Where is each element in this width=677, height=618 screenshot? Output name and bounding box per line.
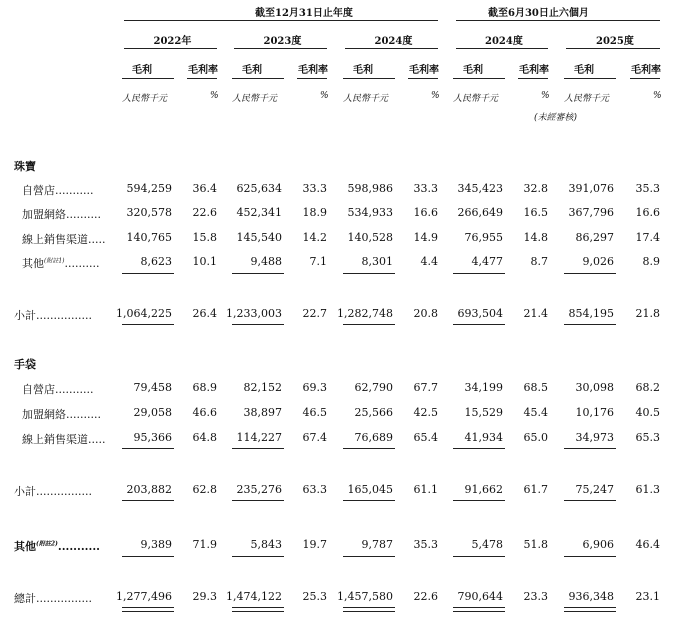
- row-label-text: 自營店: [22, 383, 55, 396]
- section-title: 手袋: [14, 358, 36, 371]
- subtotal-row-margin: 61.3: [635, 483, 660, 496]
- subtotal-rule: [343, 324, 395, 325]
- table-row-margin: 7.1: [309, 255, 327, 268]
- table-row-amount: 29,058: [133, 406, 172, 419]
- subtotal-rule: [564, 448, 616, 449]
- row-label-text: 總計: [14, 592, 36, 605]
- period-full-year: 截至12月31日止年度: [255, 8, 353, 19]
- table-row-margin: 33.3: [413, 182, 438, 195]
- col-margin: 毛利率: [409, 65, 439, 76]
- row-label-text: 小計: [14, 485, 36, 498]
- total-row-label: [14, 590, 92, 606]
- table-row-amount: 8,623: [140, 255, 172, 268]
- others-row-amount: 9,787: [361, 538, 393, 551]
- table-row-amount: 41,934: [464, 431, 503, 444]
- subtotal-rule: [564, 324, 616, 325]
- unit-amount: 人民幣千元: [564, 94, 610, 104]
- col-rule: [187, 78, 217, 79]
- total-row-margin: 22.6: [413, 590, 438, 603]
- table-row-amount: 86,297: [575, 231, 614, 244]
- table-row-margin: 65.3: [635, 431, 660, 444]
- subtotal-rule: [453, 500, 505, 501]
- table-row-amount: 82,152: [243, 381, 282, 394]
- table-row-margin: 45.4: [523, 406, 548, 419]
- subtotal-rule: [564, 273, 616, 274]
- table-row-margin: 14.9: [413, 231, 438, 244]
- subtotal-row-amount: 1,233,003: [226, 307, 282, 320]
- others-row-label: [14, 538, 100, 554]
- total-double-rule: [453, 607, 505, 612]
- subtotal-rule: [343, 273, 395, 274]
- table-row-label: [22, 231, 105, 247]
- table-row-margin: 22.6: [192, 206, 217, 219]
- year-header: 2022年: [153, 36, 192, 47]
- table-row-amount: 34,199: [464, 381, 503, 394]
- subtotal-rule: [453, 324, 505, 325]
- others-row-margin: 35.3: [413, 538, 438, 551]
- year-rule: [124, 48, 217, 49]
- table-row-label: [22, 381, 93, 397]
- subtotal-rule: [122, 448, 174, 449]
- total-row-margin: 23.3: [523, 590, 548, 603]
- table-row-amount: 140,528: [347, 231, 393, 244]
- table-row-amount: 391,076: [568, 182, 614, 195]
- subtotal-row-margin: 21.8: [635, 307, 660, 320]
- table-row-amount: 10,176: [575, 406, 614, 419]
- total-row-amount: 1,474,122: [226, 590, 282, 603]
- table-row-margin: 17.4: [635, 231, 660, 244]
- col-rule: [343, 78, 395, 79]
- table-row-amount: 598,986: [347, 182, 393, 195]
- table-row-margin: 68.9: [192, 381, 217, 394]
- year-rule: [566, 48, 660, 49]
- dot-leader: .....: [88, 233, 106, 246]
- subtotal-rule: [453, 273, 505, 274]
- table-row-label: [22, 431, 105, 447]
- table-row-margin: 65.0: [523, 431, 548, 444]
- row-label-text: 線上銷售渠道: [22, 433, 88, 446]
- total-double-rule: [343, 607, 395, 612]
- table-row-amount: 114,227: [236, 431, 282, 444]
- total-row-margin: 25.3: [302, 590, 327, 603]
- table-row-amount: 95,366: [133, 431, 172, 444]
- header-rule-six-months: [456, 20, 660, 21]
- col-gross-profit: 毛利: [463, 65, 483, 76]
- table-row-amount: 9,026: [582, 255, 614, 268]
- table-row-margin: 15.8: [192, 231, 217, 244]
- table-row-amount: 140,765: [126, 231, 172, 244]
- subtotal-row-amount: 693,504: [457, 307, 503, 320]
- others-rule: [453, 556, 505, 557]
- table-row-margin: 68.2: [635, 381, 660, 394]
- subtotal-rule: [232, 448, 284, 449]
- table-row-margin: 67.4: [302, 431, 327, 444]
- footnote-ref: (附註1): [44, 257, 65, 265]
- table-row-margin: 69.3: [302, 381, 327, 394]
- year-rule: [234, 48, 327, 49]
- row-label-text: 小計: [14, 309, 36, 322]
- subtotal-row-label: [14, 483, 92, 499]
- subtotal-rule: [122, 500, 174, 501]
- total-double-rule: [122, 607, 174, 612]
- table-row-amount: 76,689: [354, 431, 393, 444]
- subtotal-row-margin: 61.1: [413, 483, 438, 496]
- col-rule: [408, 78, 438, 79]
- section-title: 珠寶: [14, 160, 36, 173]
- row-label-text: 加盟網絡: [22, 408, 66, 421]
- others-rule: [232, 556, 284, 557]
- row-label-text: 線上銷售渠道: [22, 233, 88, 246]
- others-row-margin: 46.4: [635, 538, 660, 551]
- table-row-margin: 64.8: [192, 431, 217, 444]
- col-margin: 毛利率: [519, 65, 549, 76]
- subtotal-row-label: [14, 307, 92, 323]
- header-rule-full-year: [124, 20, 438, 21]
- table-row-margin: 40.5: [635, 406, 660, 419]
- subtotal-row-margin: 62.8: [192, 483, 217, 496]
- table-row-amount: 625,634: [236, 182, 282, 195]
- table-row-margin: 36.4: [192, 182, 217, 195]
- subtotal-rule: [232, 273, 284, 274]
- table-row-amount: 62,790: [354, 381, 393, 394]
- table-row-margin: 10.1: [192, 255, 217, 268]
- dot-leader: ...........: [57, 540, 100, 553]
- dot-leader: ...........: [55, 184, 94, 197]
- others-row-amount: 5,843: [250, 538, 282, 551]
- table-row-margin: 14.8: [523, 231, 548, 244]
- table-row-amount: 345,423: [457, 182, 503, 195]
- col-rule: [630, 78, 660, 79]
- dot-leader: ..........: [64, 257, 100, 270]
- table-row-amount: 534,933: [347, 206, 393, 219]
- others-row-margin: 19.7: [302, 538, 327, 551]
- unit-pct: %: [320, 91, 329, 101]
- col-gross-profit: 毛利: [574, 65, 594, 76]
- total-double-rule: [564, 607, 616, 612]
- year-header: 2025度: [596, 36, 634, 47]
- dot-leader: ................: [36, 592, 92, 605]
- table-row-amount: 594,259: [126, 182, 172, 195]
- total-row-amount: 1,457,580: [337, 590, 393, 603]
- subtotal-rule: [232, 324, 284, 325]
- total-row-amount: 1,277,496: [116, 590, 172, 603]
- subtotal-row-margin: 20.8: [413, 307, 438, 320]
- table-row-margin: 68.5: [523, 381, 548, 394]
- col-gross-profit: 毛利: [242, 65, 262, 76]
- table-row-margin: 35.3: [635, 182, 660, 195]
- col-rule: [518, 78, 548, 79]
- dot-leader: ..........: [66, 408, 101, 421]
- total-double-rule: [232, 607, 284, 612]
- row-label-text: 其他: [14, 540, 36, 553]
- others-rule: [343, 556, 395, 557]
- subtotal-row-margin: 22.7: [302, 307, 327, 320]
- table-row-margin: 8.9: [642, 255, 660, 268]
- subtotal-row-amount: 1,064,225: [116, 307, 172, 320]
- dot-leader: ..........: [66, 208, 101, 221]
- col-rule: [453, 78, 505, 79]
- subtotal-row-amount: 854,195: [568, 307, 614, 320]
- dot-leader: ...........: [55, 383, 94, 396]
- total-row-amount: 790,644: [457, 590, 503, 603]
- table-row-margin: 32.8: [523, 182, 548, 195]
- table-row-amount: 266,649: [457, 206, 503, 219]
- col-margin: 毛利率: [188, 65, 218, 76]
- subtotal-row-amount: 91,662: [464, 483, 503, 496]
- total-row-margin: 23.1: [635, 590, 660, 603]
- table-row-margin: 8.7: [530, 255, 548, 268]
- table-row-margin: 16.6: [635, 206, 660, 219]
- year-header: 2024度: [374, 36, 413, 47]
- subtotal-row-amount: 203,882: [126, 483, 172, 496]
- table-row-margin: 67.7: [413, 381, 438, 394]
- col-rule: [122, 78, 174, 79]
- subtotal-rule: [122, 324, 174, 325]
- table-row-margin: 4.4: [420, 255, 438, 268]
- table-row-amount: 452,341: [236, 206, 282, 219]
- table-row-amount: 15,529: [464, 406, 503, 419]
- subtotal-rule: [564, 500, 616, 501]
- table-row-label: [22, 406, 101, 422]
- period-six-months: 截至6月30日止六個月: [488, 8, 589, 19]
- year-header: 2023度: [263, 36, 302, 47]
- unit-pct: %: [653, 91, 662, 101]
- others-rule: [564, 556, 616, 557]
- unit-amount: 人民幣千元: [232, 94, 278, 104]
- subtotal-row-amount: 1,282,748: [337, 307, 393, 320]
- table-row-margin: 16.5: [523, 206, 548, 219]
- unit-pct: %: [541, 91, 550, 101]
- unit-amount: 人民幣千元: [122, 94, 168, 104]
- total-row-margin: 29.3: [192, 590, 217, 603]
- subtotal-row-amount: 75,247: [575, 483, 614, 496]
- unit-pct: %: [210, 91, 219, 101]
- dot-leader: ................: [36, 485, 92, 498]
- subtotal-rule: [453, 448, 505, 449]
- footnote-ref: (附註2): [36, 540, 58, 548]
- unit-amount: 人民幣千元: [453, 94, 499, 104]
- table-row-margin: 65.4: [413, 431, 438, 444]
- table-row-amount: 76,955: [464, 231, 503, 244]
- table-row-margin: 46.5: [302, 406, 327, 419]
- dot-leader: .....: [88, 433, 106, 446]
- col-gross-profit: 毛利: [132, 65, 152, 76]
- others-row-amount: 5,478: [471, 538, 503, 551]
- row-label-text: 其他: [22, 257, 44, 270]
- subtotal-row-margin: 21.4: [523, 307, 548, 320]
- table-row-label: [22, 182, 93, 198]
- table-row-amount: 9,488: [250, 255, 282, 268]
- subtotal-row-margin: 63.3: [302, 483, 327, 496]
- subtotal-row-amount: 165,045: [347, 483, 393, 496]
- col-rule: [564, 78, 616, 79]
- others-row-amount: 6,906: [582, 538, 614, 551]
- col-rule: [232, 78, 284, 79]
- subtotal-rule: [343, 500, 395, 501]
- table-row-amount: 25,566: [354, 406, 393, 419]
- subtotal-rule: [232, 500, 284, 501]
- table-row-label: [22, 206, 101, 222]
- table-row-amount: 8,301: [361, 255, 393, 268]
- table-row-margin: 16.6: [413, 206, 438, 219]
- table-row-amount: 367,796: [568, 206, 614, 219]
- col-gross-profit: 毛利: [353, 65, 373, 76]
- year-header: 2024度: [485, 36, 523, 47]
- table-row-amount: 145,540: [236, 231, 282, 244]
- subtotal-rule: [343, 448, 395, 449]
- row-label-text: 加盟網絡: [22, 208, 66, 221]
- row-label-text: 自營店: [22, 184, 55, 197]
- table-row-amount: 34,973: [575, 431, 614, 444]
- table-row-amount: 79,458: [133, 381, 172, 394]
- subtotal-row-amount: 235,276: [236, 483, 282, 496]
- unit-amount: 人民幣千元: [343, 94, 389, 104]
- year-rule: [345, 48, 438, 49]
- subtotal-row-margin: 61.7: [523, 483, 548, 496]
- table-row-label: [22, 255, 99, 271]
- table-row-amount: 320,578: [126, 206, 172, 219]
- subtotal-rule: [122, 273, 174, 274]
- table-row-amount: 38,897: [243, 406, 282, 419]
- col-margin: 毛利率: [631, 65, 661, 76]
- table-row-margin: 18.9: [302, 206, 327, 219]
- subtotal-row-margin: 26.4: [192, 307, 217, 320]
- others-rule: [122, 556, 174, 557]
- table-row-amount: 4,477: [471, 255, 503, 268]
- others-row-amount: 9,389: [140, 538, 172, 551]
- col-rule: [297, 78, 327, 79]
- table-row-margin: 42.5: [413, 406, 438, 419]
- unaudited-note: (未經審核): [534, 113, 578, 123]
- col-margin: 毛利率: [298, 65, 328, 76]
- unit-pct: %: [431, 91, 440, 101]
- table-row-margin: 33.3: [302, 182, 327, 195]
- table-row-margin: 46.6: [192, 406, 217, 419]
- year-rule: [456, 48, 548, 49]
- total-row-amount: 936,348: [568, 590, 614, 603]
- dot-leader: ................: [36, 309, 92, 322]
- others-row-margin: 71.9: [192, 538, 217, 551]
- table-row-amount: 30,098: [575, 381, 614, 394]
- others-row-margin: 51.8: [523, 538, 548, 551]
- table-row-margin: 14.2: [302, 231, 327, 244]
